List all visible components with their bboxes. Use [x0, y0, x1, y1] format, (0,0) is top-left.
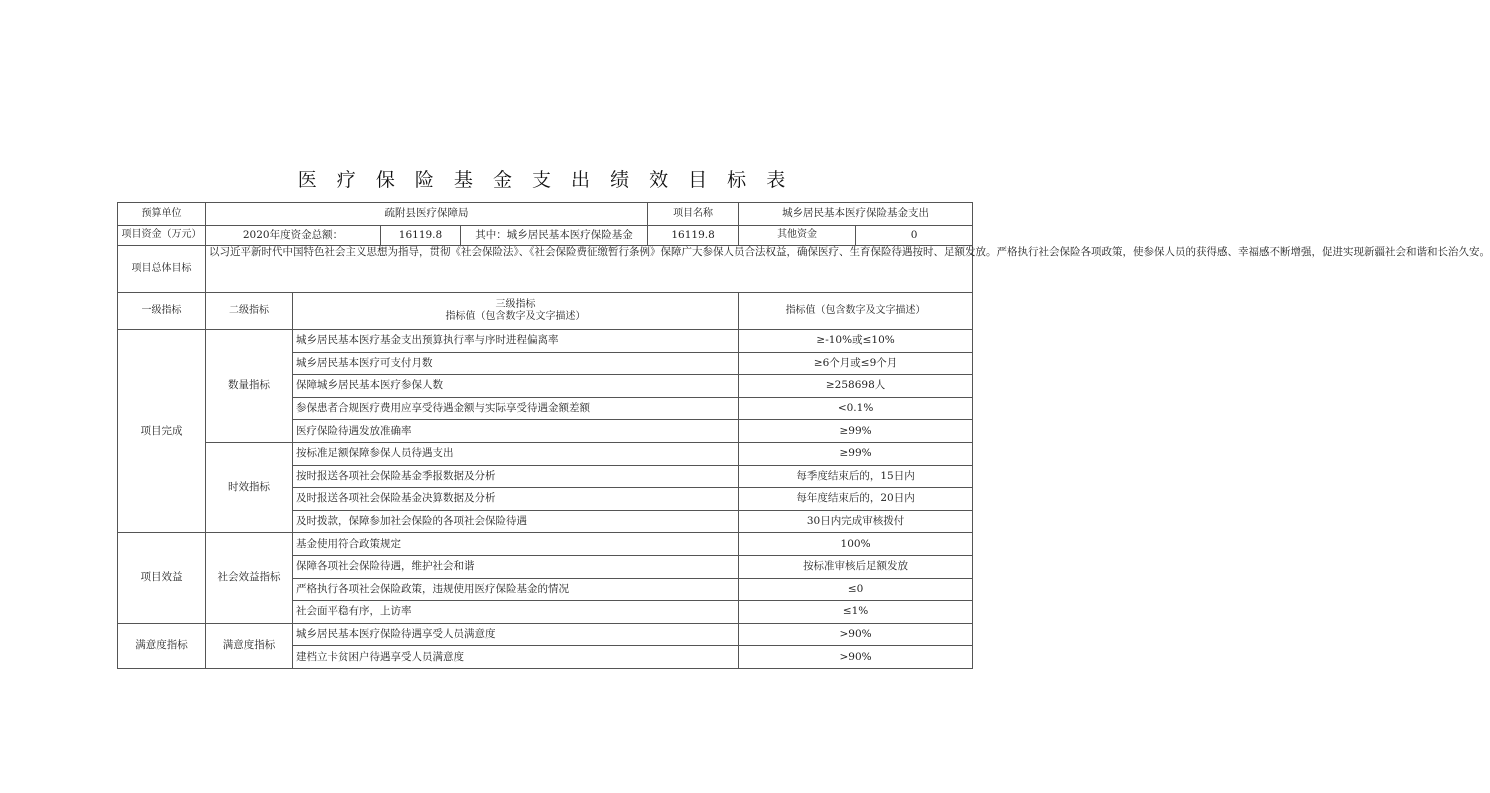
- funds-label: 项目资金（万元）: [118, 226, 206, 246]
- level3-indicator: 及时报送各项社会保险基金决算数据及分析: [293, 488, 739, 511]
- value-header: 指标值（包含数字及文字描述）: [739, 293, 973, 330]
- funds-row: [118, 226, 973, 246]
- indicator-row: [118, 330, 973, 353]
- among-funds-label: 其中：城乡居民基本医疗保险基金: [461, 226, 648, 246]
- level3-indicator: 严格执行各项社会保险政策，违规使用医疗保险基金的情况: [293, 578, 739, 601]
- indicator-value: ≤0: [739, 578, 973, 601]
- indicator-value: 30日内完成审核拨付: [739, 510, 973, 533]
- indicator-value: ≥-10%或≤10%: [739, 330, 973, 353]
- level3-indicator: 社会面平稳有序，上访率: [293, 601, 739, 624]
- level3-indicator: 及时拨款，保障参加社会保险的各项社会保险待遇: [293, 510, 739, 533]
- indicator-value: >90%: [739, 623, 973, 646]
- indicator-row: [118, 442, 973, 465]
- level2-indicator: 满意度指标: [206, 623, 293, 668]
- level2-indicator: 社会效益指标: [206, 533, 293, 623]
- level3-indicator: 城乡居民基本医疗保险待遇享受人员满意度: [293, 623, 739, 646]
- other-funds-value: 0: [856, 226, 973, 246]
- indicator-value: ≥99%: [739, 442, 973, 465]
- level3-indicator: 参保患者合规医疗费用应享受待遇金额与实际享受待遇金额差额: [293, 397, 739, 420]
- level3-indicator: 城乡居民基本医疗可支付月数: [293, 352, 739, 375]
- level3-header-title: 三级指标: [495, 298, 536, 310]
- indicator-row: [118, 533, 973, 556]
- among-funds-value: 16119.8: [648, 226, 739, 246]
- indicator-value: ≤1%: [739, 601, 973, 624]
- level3-indicator: 保障各项社会保险待遇，维护社会和谐: [293, 555, 739, 578]
- level2-header: 二级指标: [206, 293, 293, 330]
- level2-indicator: 数量指标: [206, 330, 293, 443]
- indicator-row: [118, 623, 973, 646]
- level3-indicator: 按标准足额保障参保人员待遇支出: [293, 442, 739, 465]
- level3-indicator: 城乡居民基本医疗基金支出预算执行率与序时进程偏离率: [293, 330, 739, 353]
- level2-indicator: 时效指标: [206, 442, 293, 532]
- total-funds-label: 2020年度资金总额：: [206, 226, 381, 246]
- level3-indicator: 按时报送各项社会保险基金季报数据及分析: [293, 465, 739, 488]
- level3-header: [293, 293, 739, 330]
- indicator-value: >90%: [739, 646, 973, 669]
- indicator-value: 每季度结束后的，15日内: [739, 465, 973, 488]
- indicator-value: ≥258698人: [739, 375, 973, 398]
- indicator-value: ≥6个月或≤9个月: [739, 352, 973, 375]
- total-funds-value: 16119.8: [381, 226, 461, 246]
- level3-indicator: 基金使用符合政策规定: [293, 533, 739, 556]
- indicator-value: ≥99%: [739, 420, 973, 443]
- level1-indicator: 项目效益: [118, 533, 206, 623]
- indicator-value: <0.1%: [739, 397, 973, 420]
- overall-goal-text: 以习近平新时代中国特色社会主义思想为指导，贯彻《社会保险法》、《社会保险费征缴暂行条例》保障广大参保人员合法权益，确保医疗、生育保险待遇按时、足额发放。严格执行社会保险各项政策，使参保人员的获得感、幸福感不断增强，促进实现新疆社会和谐和长治久安。: [206, 246, 973, 293]
- project-name-label: 项目名称: [648, 203, 739, 226]
- overall-goal-label: 项目总体目标: [118, 246, 206, 293]
- column-header-row: [118, 293, 973, 330]
- level1-indicator: 项目完成: [118, 330, 206, 533]
- other-funds-label: 其他资金: [739, 226, 856, 246]
- indicator-value: 100%: [739, 533, 973, 556]
- level3-header-subtitle: 指标值（包含数字及文字描述）: [445, 311, 586, 322]
- level3-indicator: 保障城乡居民基本医疗参保人数: [293, 375, 739, 398]
- budget-unit-label: 预算单位: [118, 203, 206, 226]
- performance-target-table: [117, 202, 1490, 669]
- project-name-value: 城乡居民基本医疗保险基金支出: [739, 203, 973, 226]
- indicator-value: 每年度结束后的，20日内: [739, 488, 973, 511]
- page-title: 医 疗 保 险 基 金 支 出 绩 效 目 标 表: [297, 169, 793, 191]
- overall-goal-row: [118, 246, 973, 293]
- budget-unit-value: 疏附县医疗保障局: [206, 203, 648, 226]
- budget-unit-row: [118, 203, 973, 226]
- level3-indicator: 医疗保险待遇发放准确率: [293, 420, 739, 443]
- indicator-value: 按标准审核后足额发放: [739, 555, 973, 578]
- level1-header: 一级指标: [118, 293, 206, 330]
- level1-indicator: 满意度指标: [118, 623, 206, 668]
- level3-indicator: 建档立卡贫困户待遇享受人员满意度: [293, 646, 739, 669]
